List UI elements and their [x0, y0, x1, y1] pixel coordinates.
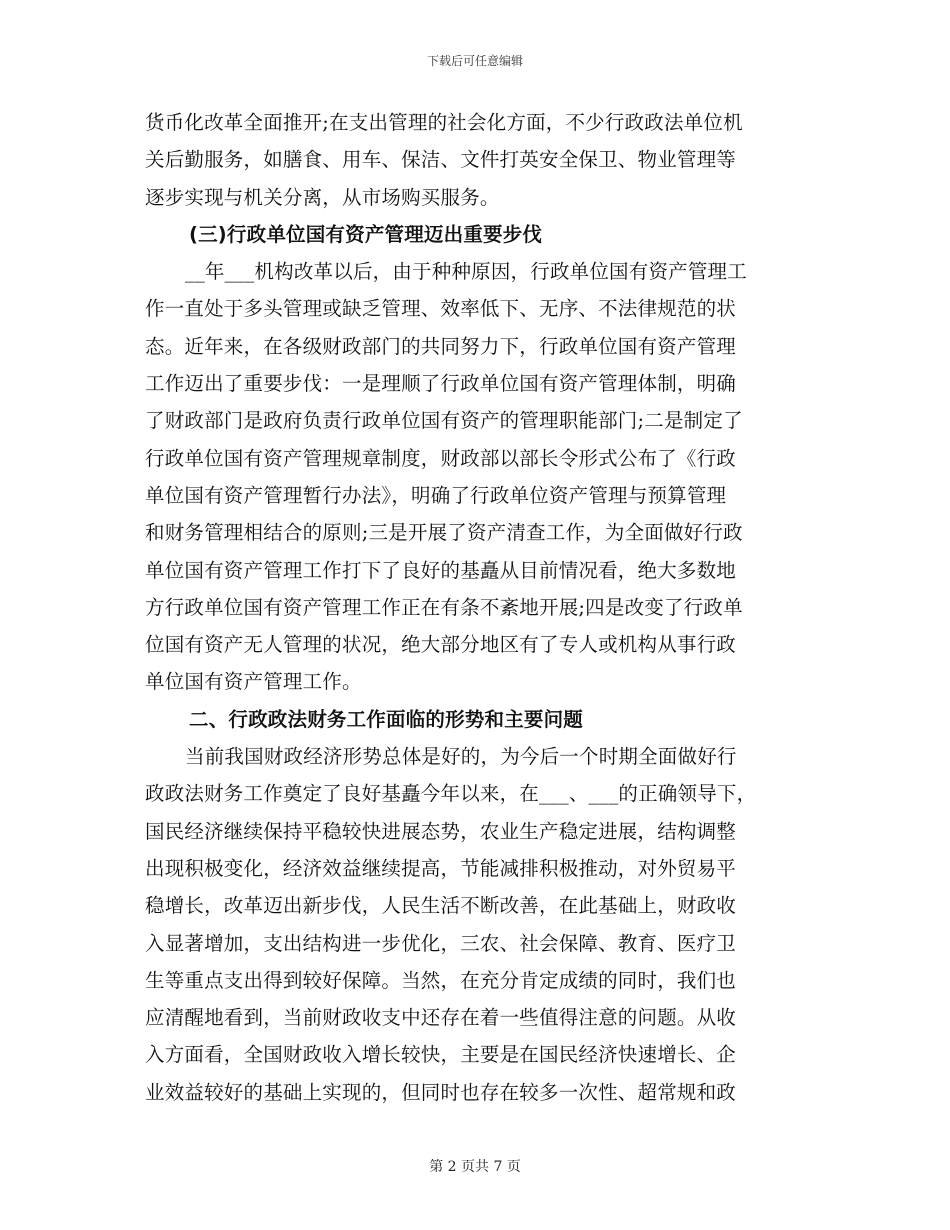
body-line: 货币化改革全面推开;在支出管理的社会化方面，不少行政政法单位机 — [145, 111, 743, 134]
page-header: 下载后可任意编辑 — [426, 54, 523, 68]
section-heading: 二、行政政法财务工作面临的形势和主要问题 — [189, 707, 584, 731]
body-line: 入显著增加，支出结构进一步优化，三农、社会保障、教育、医疗卫 — [145, 931, 737, 955]
body-line: 业效益较好的基础上实现的，但同时也存在较多一次性、超常规和政 — [145, 1080, 737, 1104]
body-line: 方行政单位国有资产管理工作正在有条不紊地开展;四是改变了行政单 — [145, 595, 743, 619]
body-line: 国民经济继续保持平稳较快进展态势，农业生产稳定进展，结构调整 — [145, 819, 737, 843]
document-body — [145, 104, 810, 1111]
body-line: 出现积极变化，经济效益继续提高，节能减排积极推动，对外贸易平 — [145, 856, 737, 880]
paragraph-first-line: __年___机构改革以后，由于种种原因，行政单位国有资产管理工 — [185, 260, 747, 284]
body-line: 单位国有资产管理工作打下了良好的基矗从目前情况看，绝大多数地 — [145, 558, 737, 582]
body-line: 稳增长，改革迈出新步伐，人民生活不断改善，在此基础上，财政收 — [145, 894, 737, 918]
body-line: 关后勤服务，如膳食、用车、保洁、文件打英安全保卫、物业管理等 — [145, 148, 737, 172]
body-line: 态。近年来，在各级财政部门的共同努力下，行政单位国有资产管理 — [145, 334, 737, 358]
body-line: 了财政部门是政府负责行政单位国有资产的管理职能部门;二是制定了 — [145, 409, 743, 433]
body-line: 位国有资产无人管理的状况，绝大部分地区有了专人或机构从事行政 — [145, 633, 737, 657]
body-line: 生等重点支出得到较好保障。当然，在充分肯定成绩的同时，我们也 — [145, 968, 737, 992]
body-line: 和财务管理相结合的原则;三是开展了资产清查工作，为全面做好行政 — [145, 521, 743, 545]
body-line: 入方面看，全国财政收入增长较快，主要是在国民经济快速增长、企 — [145, 1043, 737, 1067]
paragraph-first-line: 当前我国财政经济形势总体是好的，为今后一个时期全面做好行 — [185, 745, 737, 769]
body-line: 作一直处于多头管理或缺乏管理、效率低下、无序、不法律规范的状 — [145, 297, 737, 321]
page-footer: 第 2 页共 7 页 — [429, 1159, 521, 1175]
body-line: 工作迈出了重要步伐：一是理顺了行政单位国有资产管理体制，明确 — [145, 372, 737, 396]
body-line: 应清醒地看到，当前财政收支中还存在着一些值得注意的问题。从收 — [145, 1006, 737, 1030]
body-line: 逐步实现与机关分离，从市场购买服务。 — [145, 185, 500, 209]
body-line: 行政单位国有资产管理规章制度，财政部以部长令形式公布了《行政 — [145, 446, 737, 470]
body-line: 单位国有资产管理暂行办法》，明确了行政单位资产管理与预算管理 — [145, 483, 727, 507]
body-line: 政政法财务工作奠定了良好基矗今年以来，在___、___的正确领导下， — [145, 782, 757, 806]
body-line: 单位国有资产管理工作。 — [145, 670, 362, 694]
section-heading: (三)行政单位国有资产管理迈出重要步伐 — [189, 222, 543, 246]
